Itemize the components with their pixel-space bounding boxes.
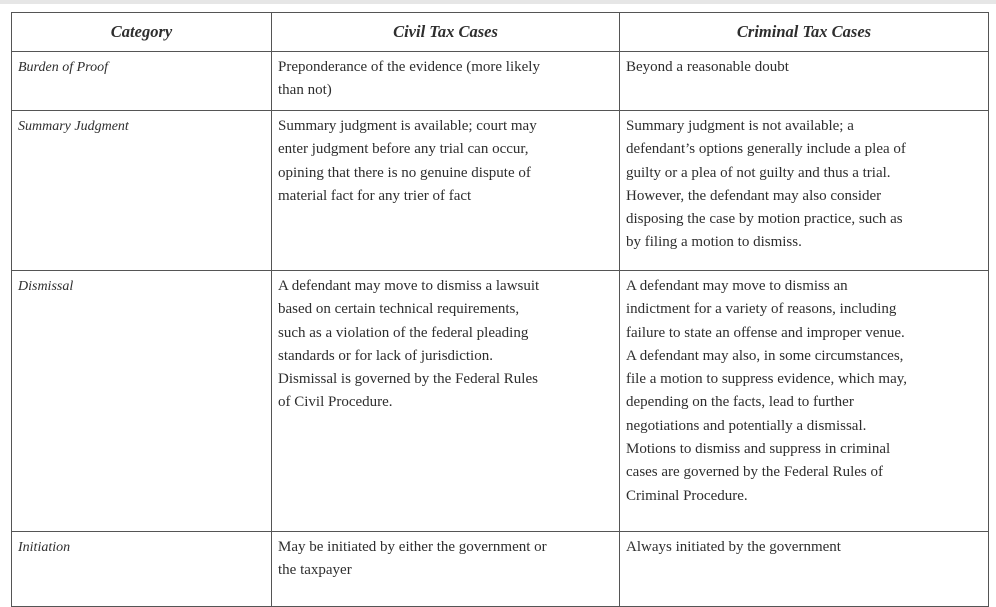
header-row: [12, 13, 989, 52]
header-criminal: Criminal Tax Cases: [620, 13, 989, 52]
cell-text-line: indictment for a variety of reasons, including: [626, 301, 897, 318]
cell-text-line: failure to state an offense and improper venue.: [626, 324, 905, 341]
category-cell: Burden of Proof: [12, 52, 272, 111]
cell-text-line: guilty or a plea of not guilty and thus a trial.: [626, 164, 891, 181]
civil-cell: [272, 111, 620, 271]
cell-text-line: file a motion to suppress evidence, which may,: [626, 371, 908, 388]
cell-text-line: depending on the facts, lead to further: [626, 394, 854, 411]
cell-text-line: Summary judgment is available; court may: [278, 118, 537, 134]
cell-text-line: Criminal Procedure.: [626, 487, 748, 504]
cell-text-line: such as a violation of the federal pleading: [278, 324, 529, 341]
cell-text-line: cases are governed by the Federal Rules of: [626, 464, 883, 481]
criminal-cell: [620, 271, 989, 532]
table-row: [12, 532, 989, 607]
cell-text-line: of Civil Procedure.: [278, 394, 393, 411]
cell-text-line: Beyond a reasonable doubt: [626, 59, 789, 75]
cell-text-line: defendant’s options generally include a plea of: [626, 141, 906, 158]
cell-text-line: standards or for lack of jurisdiction.: [278, 347, 493, 364]
cell-text-line: Always initiated by the government: [626, 539, 841, 555]
civil-cell: [272, 52, 620, 111]
category-cell: Dismissal: [12, 271, 272, 532]
cell-text-line: the taxpayer: [278, 562, 352, 579]
criminal-cell: [620, 532, 989, 607]
cell-text-line: Motions to dismiss and suppress in criminal: [626, 441, 891, 458]
header-category: Category: [12, 13, 272, 52]
cell-text-line: Dismissal is governed by the Federal Rules: [278, 371, 538, 388]
header-civil: Civil Tax Cases: [272, 13, 620, 52]
cell-text-line: than not): [278, 82, 332, 99]
cell-text-line: Summary judgment is not available; a: [626, 118, 854, 134]
table-row: [12, 52, 989, 111]
top-strip: [0, 0, 996, 4]
cell-text-line: May be initiated by either the government or: [278, 539, 547, 555]
cell-text-line: based on certain technical requirements,: [278, 301, 520, 318]
cell-text-line: disposing the case by motion practice, such as: [626, 211, 903, 228]
cell-text-line: negotiations and potentially a dismissal.: [626, 417, 867, 434]
comparison-table: [11, 12, 989, 607]
cell-text-line: However, the defendant may also consider: [626, 187, 882, 204]
civil-cell: [272, 532, 620, 607]
civil-cell: [272, 271, 620, 532]
table-row: [12, 271, 989, 532]
cell-text-line: opining that there is no genuine dispute of: [278, 164, 531, 181]
category-cell: Initiation: [12, 532, 272, 607]
table-row: [12, 111, 989, 271]
cell-text-line: A defendant may move to dismiss an: [626, 278, 848, 294]
cell-text-line: by filing a motion to dismiss.: [626, 234, 802, 251]
cell-text-line: A defendant may move to dismiss a lawsuit: [278, 278, 540, 294]
criminal-cell: [620, 52, 989, 111]
cell-text-line: Preponderance of the evidence (more likely: [278, 59, 540, 75]
cell-text-line: A defendant may also, in some circumstances,: [626, 347, 904, 364]
category-cell: Summary Judgment: [12, 111, 272, 271]
criminal-cell: [620, 111, 989, 271]
cell-text-line: enter judgment before any trial can occur,: [278, 141, 529, 158]
cell-text-line: material fact for any trier of fact: [278, 187, 472, 204]
